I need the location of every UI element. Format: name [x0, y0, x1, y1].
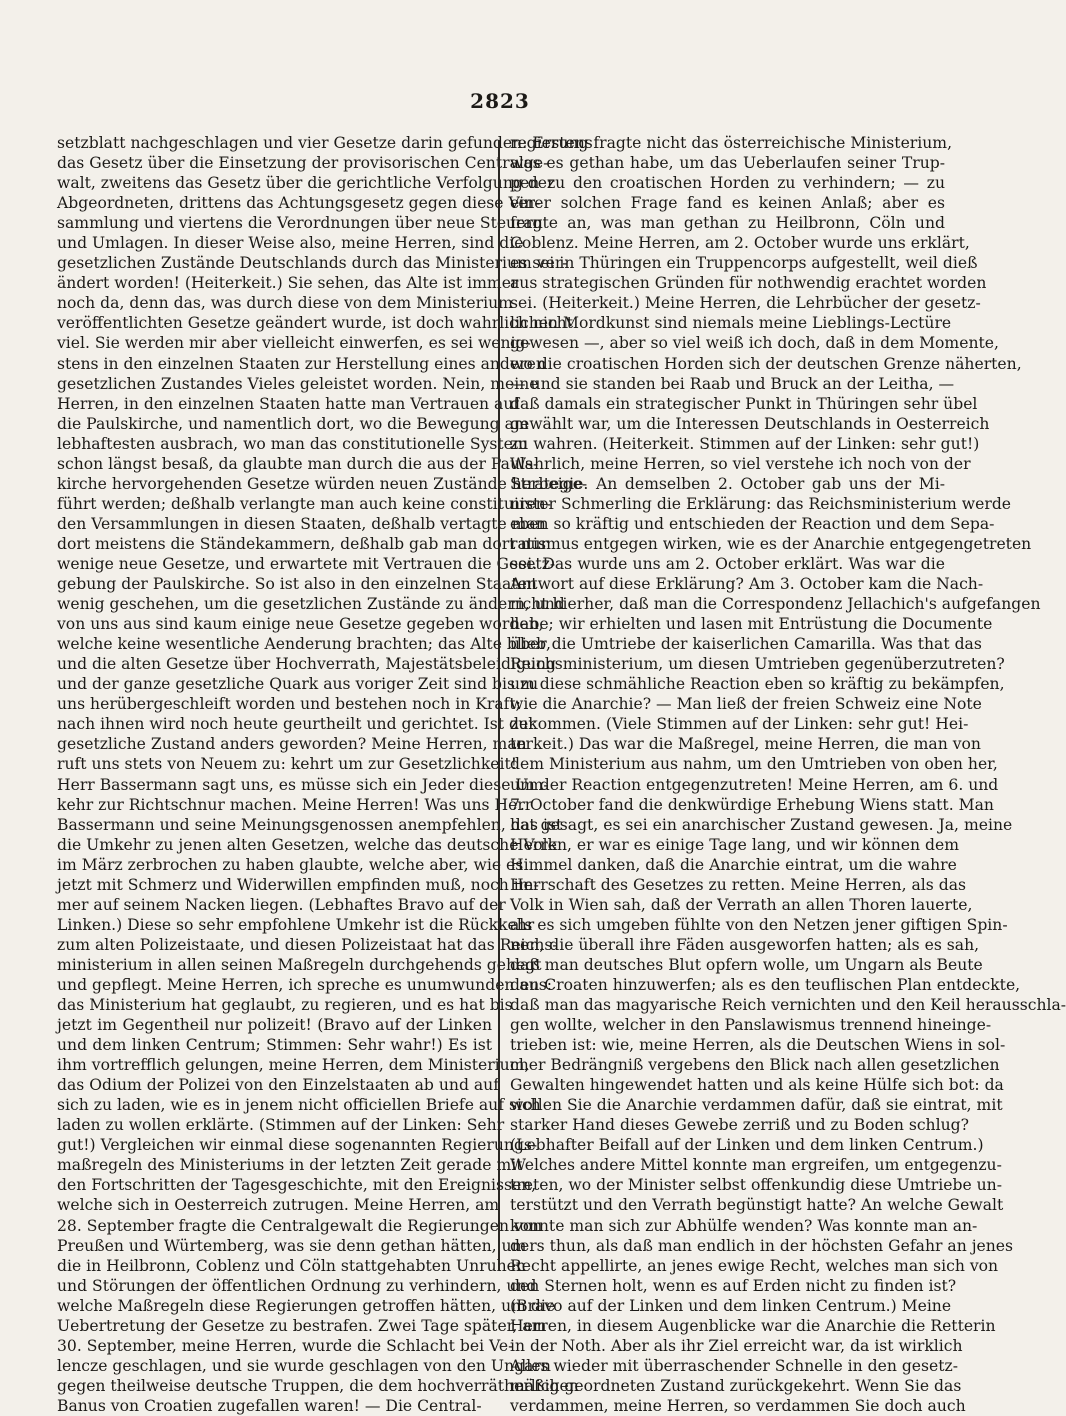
text-line: trieben ist: wie, meine Herren, als die Deutschen Wiens in sol-	[510, 1036, 1006, 1055]
text-line: nister Schmerling die Erklärung: das Reichsministerium werde	[510, 494, 1012, 513]
text-line: daß man das magyarische Reich vernichten und den Keil herausschla-	[510, 996, 1066, 1015]
text-line: den Croaten hinzuwerfen; als es den teuflischen Plan entdeckte,	[510, 975, 1021, 994]
text-line: mer auf seinem Nacken liegen. (Lebhaftes Bravo auf der	[57, 895, 506, 914]
text-line: Reichsministerium, um diesen Umtrieben gegenüberzutreten?	[510, 655, 1005, 674]
text-line: uns herübergeschleift worden und bestehen noch in Kraft;	[57, 695, 521, 714]
text-line: um diese schmähliche Reaction eben so kräftig zu bekämpfen,	[510, 675, 1005, 694]
text-line: und der ganze gesetzliche Quark aus voriger Zeit sind bis zu	[57, 675, 539, 694]
text-line: Abgeordneten, drittens das Achtungsgesetz gegen diese Ver-	[57, 194, 541, 213]
text-line: nen, die überall ihre Fäden ausgeworfen hatten; als es sah,	[510, 935, 980, 954]
text-line: daß man deutsches Blut opfern wolle, um Ungarn als Beute	[510, 955, 983, 974]
text-line: was es gethan habe, um das Ueberlaufen seiner Trup-	[510, 154, 945, 173]
text-line: konnte man sich zur Abhülfe wenden? Was konnte man an-	[510, 1216, 978, 1235]
text-line: gut!) Vergleichen wir einmal diese sogenannten Regierungs-	[57, 1136, 538, 1155]
text-line: und Störungen der öffentlichen Ordnung zu verhindern, und	[57, 1276, 537, 1295]
text-line: gesetzlichen Zustandes Vieles geleistet worden. Nein, meine	[57, 374, 539, 393]
text-line: fragte an, was man gethan zu Heilbronn, Cöln und	[510, 214, 945, 233]
text-line: hat gesagt, es sei ein anarchischer Zustand gewesen. Ja, meine	[510, 815, 1013, 834]
text-line: welche sich in Oesterreich zutrugen. Meine Herren, am	[57, 1196, 500, 1215]
text-line: sich zu laden, wie es in jenem nicht officiellen Briefe auf sich	[57, 1096, 541, 1115]
text-line: — und sie standen bei Raab und Bruck an der Leitha, —	[510, 374, 955, 393]
text-line: gegen theilweise deutsche Truppen, die dem hochverrätherlichen	[57, 1376, 579, 1395]
column-divider	[498, 140, 500, 1270]
text-line: stens in den einzelnen Staaten zur Herstellung eines anderen	[57, 354, 546, 373]
text-line: nach ihnen wird noch heute geurtheilt und gerichtet. Ist der	[57, 715, 536, 734]
text-line: terkeit.) Das war die Maßregel, meine Herren, die man von	[510, 735, 981, 754]
text-line: walt, zweitens das Gesetz über die gerichtliche Verfolgung der	[57, 174, 555, 193]
text-line: wie die Anarchie? — Man ließ der freien Schweiz eine Note	[510, 695, 982, 714]
text-line: Volk in Wien sah, daß der Verrath an allen Thoren lauerte,	[510, 895, 973, 914]
page-number: 2823	[470, 89, 530, 113]
text-line: Himmel danken, daß die Anarchie eintrat, um die wahre	[510, 855, 957, 874]
text-line: dem Ministerium aus nahm, um den Umtrieben von oben her,	[510, 755, 998, 774]
text-line: Preußen und Würtemberg, was sie denn gethan hätten, um	[57, 1236, 527, 1255]
text-line: schon längst besaß, da glaubte man durch die aus der Pauls-	[57, 454, 539, 473]
text-line: wo die croatischen Horden sich der deutschen Grenze näherten,	[510, 354, 1022, 373]
text-line: Uebertretung der Gesetze zu bestrafen. Zwei Tage später, am	[57, 1316, 547, 1335]
text-line: dort meistens die Ständekammern, deßhalb gab man dort nur	[57, 534, 548, 553]
text-line: jetzt mit Schmerz und Widerwillen empfinden muß, noch im-	[57, 875, 539, 894]
text-line: Welches andere Mittel konnte man ergreifen, um entgegenzu-	[510, 1156, 1002, 1175]
left-text-column	[57, 133, 593, 1416]
text-line: lencze geschlagen, und sie wurde geschlagen von den Ungarn	[57, 1356, 551, 1375]
text-line: Recht appellirte, an jenes ewige Recht, welches man sich von	[510, 1256, 999, 1275]
text-line: ruft uns stets von Neuem zu: kehrt um zur Gesetzlichkeit!	[57, 755, 518, 774]
text-line: Antwort auf diese Erklärung? Am 3. October kam die Nach-	[510, 575, 984, 594]
text-line: Herren, er war es einige Tage lang, und wir können dem	[510, 835, 960, 854]
text-line: treten, wo der Minister selbst offenkundig diese Umtriebe un-	[510, 1176, 1002, 1195]
text-line: um der Reaction entgegenzutreten! Meine Herren, am 6. und	[510, 775, 999, 794]
text-line: verdammen, meine Herren, so verdammen Sie doch auch	[510, 1396, 966, 1415]
text-line: und gepflegt. Meine Herren, ich spreche es unumwunden aus:	[57, 975, 553, 994]
text-line: 7. October fand die denkwürdige Erhebung Wiens statt. Man	[510, 795, 994, 814]
text-line: gesetzlichen Zustände Deutschlands durch das Ministerium ver-	[57, 254, 568, 273]
text-line: sei. Das wurde uns am 2. October erklärt. Was war die	[510, 554, 945, 573]
text-line: Herrschaft des Gesetzes zu retten. Meine Herren, als das	[510, 875, 967, 894]
text-line: im März zerbrochen zu haben glaubte, welche aber, wie es	[57, 855, 524, 874]
text-line: (Lebhafter Beifall auf der Linken und dem linken Centrum.)	[510, 1136, 984, 1155]
text-line: noch da, denn das, was durch diese von dem Ministerium	[57, 294, 513, 313]
text-line: maßregeln des Ministeriums in der letzten Zeit gerade mit	[57, 1156, 523, 1175]
text-line: zum alten Polizeistaate, und diesen Polizeistaat hat das Reichs-	[57, 935, 558, 954]
text-line: und die alten Gesetze über Hochverrath, Majestätsbeleidigung	[57, 655, 557, 674]
text-line: welche keine wesentliche Aenderung brachten; das Alte blieb,	[57, 635, 552, 654]
text-line: den Fortschritten der Tagesgeschichte, mit den Ereignissen,	[57, 1176, 537, 1195]
text-line: cher Bedrängniß vergebens den Blick nach allen gesetzlichen	[510, 1056, 1000, 1075]
text-line: das Ministerium hat geglaubt, zu regieren, und es hat bis	[57, 996, 513, 1015]
text-line: eben so kräftig und entschieden der Reaction und dem Sepa-	[510, 514, 995, 533]
text-line: als es sich umgeben fühlte von den Netzen jener giftigen Spin-	[510, 915, 1008, 934]
text-line: daß damals ein strategischer Punkt in Thüringen sehr übel	[510, 394, 978, 413]
text-line: es sei in Thüringen ein Truppencorps aufgestellt, weil dieß	[510, 254, 978, 273]
text-line: 30. September, meine Herren, wurde die Schlacht bei Ve-	[57, 1336, 514, 1355]
text-line: lebhaftesten ausbrach, wo man das constitutionelle System	[57, 434, 528, 453]
text-line: Strategie. An demselben 2. October gab uns der Mi-	[510, 474, 945, 493]
text-line: und dem linken Centrum; Stimmen: Sehr wahr!) Es ist	[57, 1036, 492, 1055]
text-line: Herr Bassermann sagt uns, es müsse sich ein Jeder diese Um-	[57, 775, 549, 794]
text-line: zukommen. (Viele Stimmen auf der Linken: sehr gut! Hei-	[510, 715, 969, 734]
text-line: Coblenz. Meine Herren, am 2. October wurde uns erklärt,	[510, 234, 970, 253]
text-line: einer solchen Frage fand es keinen Anlaß; aber es	[510, 194, 945, 213]
text-line: ders thun, als daß man endlich in der höchsten Gefahr an jenes	[510, 1236, 1014, 1255]
text-line: führt werden; deßhalb verlangte man auch keine constituiren-	[57, 494, 551, 513]
text-line: mäßig geordneten Zustand zurückgekehrt. Wenn Sie das	[510, 1376, 962, 1395]
text-line: kehr zur Richtschnur machen. Meine Herren! Was uns Herr	[57, 795, 533, 814]
text-line: kirche hervorgehenden Gesetze würden neuen Zustände herbeige-	[57, 474, 588, 493]
text-line: wenig geschehen, um die gesetzlichen Zustände zu ändern, und	[57, 595, 565, 614]
text-line: regierung fragte nicht das österreichische Ministerium,	[510, 134, 953, 152]
text-line: die Umkehr zu jenen alten Gesetzen, welche das deutsche Volk	[57, 835, 558, 854]
text-line: welche Maßregeln diese Regierungen getroffen hätten, um die	[57, 1296, 556, 1315]
text-line: ministerium in allen seinen Maßregeln durchgehends gehegt	[57, 955, 542, 974]
text-line: pen zu den croatischen Horden zu verhindern; — zu	[510, 174, 945, 193]
text-line: über die Umtriebe der kaiserlichen Camarilla. Was that das	[510, 635, 982, 654]
text-line: Linken.) Diese so sehr empfohlene Umkehr ist die Rückkehr	[57, 915, 535, 934]
text-line: wenige neue Gesetze, und erwartete mit Vertrauen die Gesetz-	[57, 554, 556, 573]
text-line: den Sternen holt, wenn es auf Erden nicht zu finden ist?	[510, 1276, 957, 1295]
text-line: zu wahren. (Heiterkeit. Stimmen auf der Linken: sehr gut!)	[510, 434, 980, 453]
text-line: wollen Sie die Anarchie verdammen dafür, daß sie eintrat, mit	[510, 1096, 1003, 1115]
text-line: von uns aus sind kaum einige neue Gesetze gegeben worden,	[57, 615, 544, 634]
text-line: die in Heilbronn, Coblenz und Cöln stattgehabten Unruhen	[57, 1256, 526, 1275]
text-line: sei. (Heiterkeit.) Meine Herren, die Lehrbücher der gesetz-	[510, 294, 981, 313]
text-line: setzblatt nachgeschlagen und vier Gesetze darin gefunden: Erstens	[57, 134, 593, 152]
text-line: habe; wir erhielten und lasen mit Entrüstung die Documente	[510, 615, 993, 634]
text-line: starker Hand dieses Gewebe zerriß und zu Boden schlug?	[510, 1116, 969, 1135]
text-line: gebung der Paulskirche. So ist also in den einzelnen Staaten	[57, 575, 537, 594]
text-line: Bassermann und seine Meinungsgenossen anempfehlen, das ist	[57, 815, 563, 834]
text-line: in der Noth. Aber als ihr Ziel erreicht war, da ist wirklich	[510, 1336, 963, 1355]
text-line: 28. September fragte die Centralgewalt die Regierungen von	[57, 1216, 543, 1235]
text-line: jetzt im Gegentheil nur polizeit! (Bravo auf der Linken	[57, 1016, 492, 1035]
text-line: das Odium der Polizei von den Einzelstaaten ab und auf	[57, 1076, 499, 1095]
text-line: (Bravo auf der Linken und dem linken Centrum.) Meine	[510, 1296, 952, 1315]
text-line: das Gesetz über die Einsetzung der provisorischen Centralge-	[57, 154, 549, 173]
text-line: Alles wieder mit überraschender Schnelle in den gesetz-	[510, 1356, 959, 1375]
text-line: aus strategischen Gründen für nothwendig erachtet worden	[510, 274, 987, 293]
text-line: lichen Mordkunst sind niemals meine Lieblings-Lectüre	[510, 314, 952, 333]
text-line: den Versammlungen in diesen Staaten, deßhalb vertagte man	[57, 514, 546, 533]
text-line: Banus von Croatien zugefallen waren! — Die Central-	[57, 1396, 482, 1415]
text-line: Herren, in diesem Augenblicke war die Anarchie die Retterin	[510, 1316, 996, 1335]
text-line: richt hierher, daß man die Correspondenz Jellachich's aufgefangen	[510, 595, 1041, 614]
text-line: ändert worden! (Heiterkeit.) Sie sehen, das Alte ist immer	[57, 274, 519, 293]
text-line: sammlung und viertens die Verordnungen über neue Steuern	[57, 214, 543, 233]
right-text-column	[510, 133, 1066, 1416]
text-line: die Paulskirche, und namentlich dort, wo die Bewegung am	[57, 414, 529, 433]
text-line: Wahrlich, meine Herren, so viel verstehe ich noch von der	[510, 454, 971, 473]
text-line: Gewalten hingewendet hatten und als keine Hülfe sich bot: da	[510, 1076, 1004, 1095]
text-line: und Umlagen. In dieser Weise also, meine Herren, sind die	[57, 234, 524, 253]
text-line: Herren, in den einzelnen Staaten hatte man Vertrauen auf	[57, 394, 520, 413]
text-line: ihm vortrefflich gelungen, meine Herren, dem Ministerium,	[57, 1056, 530, 1075]
text-line: ratismus entgegen wirken, wie es der Anarchie entgegengetreten	[510, 534, 1032, 553]
text-line: viel. Sie werden mir aber vielleicht einwerfen, es sei wenig-	[57, 334, 531, 353]
text-line: laden zu wollen erklärte. (Stimmen auf der Linken: Sehr	[57, 1116, 505, 1135]
text-line: gewesen —, aber so viel weiß ich doch, daß in dem Momente,	[510, 334, 999, 353]
text-line: gewählt war, um die Interessen Deutschlands in Oesterreich	[510, 414, 990, 433]
text-line: gesetzliche Zustand anders geworden? Meine Herren, man	[57, 735, 527, 754]
text-line: veröffentlichten Gesetze geändert wurde, ist doch wahrlich nicht	[57, 314, 573, 333]
text-line: terstützt und den Verrath begünstigt hatte? An welche Gewalt	[510, 1196, 1004, 1215]
text-line: gen wollte, welcher in den Panslawismus trennend hineinge-	[510, 1016, 992, 1035]
